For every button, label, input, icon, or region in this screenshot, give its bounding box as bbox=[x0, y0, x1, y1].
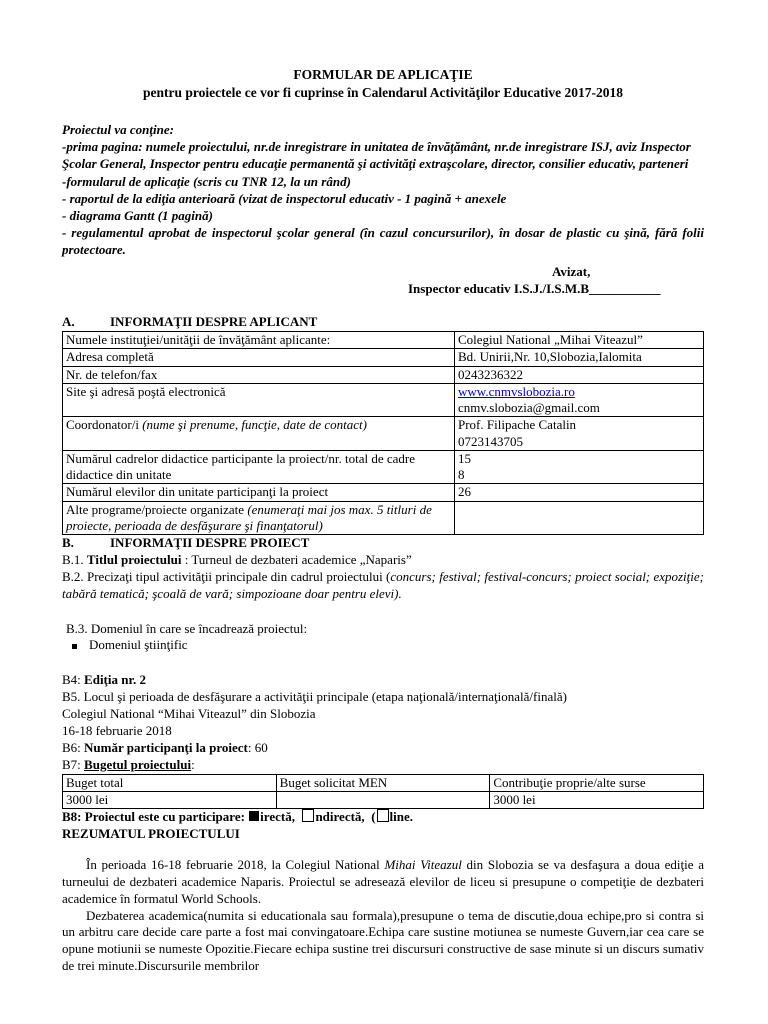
b6-value: : 60 bbox=[247, 739, 268, 755]
teachers-total: 8 bbox=[458, 467, 465, 483]
table-label: Site şi adresă poştă electronică bbox=[63, 383, 455, 417]
section-number: A. bbox=[62, 314, 75, 330]
intro-block bbox=[62, 121, 704, 258]
table-label: Adresa completă bbox=[63, 349, 455, 366]
table-value bbox=[455, 501, 704, 535]
direct-label: irectă, bbox=[260, 809, 295, 825]
table-value bbox=[455, 450, 704, 484]
online-checkbox[interactable] bbox=[377, 809, 389, 822]
section-title: INFORMAŢII DESPRE APLICANT bbox=[110, 314, 318, 330]
b7-label: Bugetul proiectului bbox=[84, 756, 192, 772]
intro-line: -formularul de aplicaţie (scris cu TNR 12, la un rând) bbox=[62, 173, 351, 189]
b4-prefix: B4: bbox=[62, 672, 81, 688]
b2-text: B.2. Precizaţi tipul activităţii principale din cadrul proiectului ( bbox=[62, 568, 391, 584]
indirect-label: ndirectă, bbox=[315, 809, 365, 825]
table-value bbox=[455, 383, 704, 417]
b8-label: B8: Proiectul este cu participare: bbox=[62, 809, 245, 825]
b7-line bbox=[62, 757, 704, 774]
budget-value bbox=[276, 791, 490, 808]
b5-place: Colegiul National “Mihai Viteazul” din Slobozia bbox=[62, 706, 316, 722]
coordinator-phone: 0723143705 bbox=[458, 433, 523, 449]
table-label bbox=[63, 501, 455, 535]
table-value: 0243236322 bbox=[455, 366, 704, 383]
form-title: FORMULAR DE APLICAŢIE bbox=[293, 67, 473, 82]
section-b-heading bbox=[62, 535, 704, 552]
b3-line: B.3. Domeniul în care se încadrează proiectul: bbox=[66, 620, 308, 636]
summary-paragraph: Dezbaterea academica(numita si educationala sau formala),presupune o tema de discutie,doua echipe,pro si contra si un arbitru care decide care parte a fost mai convingatoare.Echipa care sustine motiunea se numeste Guvern,iar cea care se opune motiunii se numeste Opozitie.Fiecare echipa sustine trei discursuri constructive de sase minute si un discurs sumativ de trei minute.Discursurile membrilor bbox=[62, 907, 704, 973]
budget-value: 3000 lei bbox=[490, 791, 704, 808]
table-row bbox=[63, 501, 704, 535]
b3-bullet bbox=[62, 637, 704, 654]
budget-header: Contribuţie proprie/alte surse bbox=[490, 774, 704, 791]
b8-line: B8: Proiectul este cu participare: irectă, ndirectă, ( line. bbox=[62, 809, 414, 825]
approval-label: Avizat, bbox=[552, 264, 591, 280]
table-value bbox=[455, 417, 704, 451]
teachers-participating: 15 bbox=[458, 450, 471, 466]
section-number: B. bbox=[62, 535, 74, 551]
document-page bbox=[62, 66, 704, 974]
b7-prefix: B7: bbox=[62, 756, 81, 772]
table-row bbox=[63, 774, 704, 791]
table-row bbox=[63, 450, 704, 484]
b2-line bbox=[62, 569, 704, 603]
b6-line bbox=[62, 740, 704, 757]
b2-options: concurs; festival; festival-concurs; proiect social; expoziţie; tabără tematică; şcoală de vară; simpozioane doar pentru elevi). bbox=[62, 568, 704, 601]
table-label: Numele instituţiei/unităţii de învăţământ aplicante: bbox=[63, 332, 455, 349]
coordinator-name: Prof. Filipache Catalin bbox=[458, 417, 577, 433]
label-hint: (nume şi prenume, funcţie, date de contact) bbox=[142, 417, 367, 433]
intro-line: - regulamentul aprobat de inspectorul şcolar general (în cazul concursurilor), în dosar de plastic cu şină, fără folii protectoare. bbox=[62, 225, 704, 258]
summary-paragraph bbox=[62, 857, 704, 908]
b4-line bbox=[62, 672, 704, 689]
table-value: 26 bbox=[455, 484, 704, 501]
section-title: INFORMAŢII DESPRE PROIECT bbox=[110, 535, 310, 551]
budget-header: Buget solicitat MEN bbox=[276, 774, 490, 791]
table-label: Numărul elevilor din unitate participanţi la proiect bbox=[63, 484, 455, 501]
applicant-table bbox=[62, 331, 704, 535]
intro-line: -prima pagina: numele proiectului, nr.de inregistrare in unitatea de învăţământ, nr.de inregistrare ISJ, aviz Inspector Şcolar General, Inspector pentru educaţie permanentă şi activităţi extraşcolare, director, consilier educativ, parteneri bbox=[62, 139, 691, 172]
email-value: cnmv.slobozia@gmail.com bbox=[458, 400, 600, 416]
table-row bbox=[63, 383, 704, 417]
table-row bbox=[63, 332, 704, 349]
budget-table bbox=[62, 774, 704, 810]
label-hint: (enumeraţi mai jos max. 5 titluri de proiecte, perioada de desfăşurare şi finanţatorul) bbox=[66, 501, 432, 533]
online-label: line. bbox=[389, 809, 414, 825]
table-label: Numărul cadrelor didactice participante la proiect/nr. total de cadre didactice din unitate bbox=[63, 450, 455, 484]
summary-title: REZUMATUL PROIECTULUI bbox=[62, 826, 240, 842]
domain-value: Domeniul ştiinţific bbox=[89, 637, 188, 653]
table-row bbox=[63, 791, 704, 808]
table-row bbox=[63, 417, 704, 451]
b5-line: B5. Locul şi perioada de desfăşurare a activităţii principale (etapa naţională/internaţională/finală) bbox=[62, 689, 567, 705]
table-row bbox=[63, 366, 704, 383]
table-label bbox=[63, 417, 455, 451]
b1-value: : Turneul de dezbateri academice „Naparis” bbox=[184, 551, 412, 567]
table-value: Bd. Unirii,Nr. 10,Slobozia,Ialomita bbox=[455, 349, 704, 366]
summary-text: În perioada 16-18 februarie 2018, la Colegiul National bbox=[86, 856, 385, 872]
budget-header: Buget total bbox=[63, 774, 277, 791]
budget-value: 3000 lei bbox=[63, 791, 277, 808]
summary-school-name: Mihai Viteazul bbox=[384, 856, 462, 872]
website-link[interactable]: www.cnmvslobozia.ro bbox=[458, 383, 575, 399]
table-row bbox=[63, 349, 704, 366]
label-text: Alte programe/proiecte organizate bbox=[66, 501, 245, 517]
direct-checkbox[interactable] bbox=[249, 811, 259, 821]
b6-label: Număr participanţi la proiect bbox=[84, 739, 248, 755]
intro-line: - raportul de la ediţia anterioară (vizat de inspectorul educativ - 1 pagină + anexele bbox=[62, 190, 507, 206]
summary-text: din Slobozia se va desfaşura a doua ediţie a turneului de dezbateri academice Naparis. Proiectul se adresează elevilor de liceu si presupune o competiţie de dezbateri academice în formatul World Schools. bbox=[62, 856, 704, 906]
inspector-signature-line: Inspector educativ I.S.J./I.S.M.B___________ bbox=[408, 281, 661, 297]
b5-date: 16-18 februarie 2018 bbox=[62, 723, 172, 739]
b6-prefix: B6: bbox=[62, 739, 81, 755]
b1-line bbox=[62, 552, 704, 569]
b1-label: Titlul proiectului bbox=[86, 551, 182, 567]
b7-suffix: : bbox=[191, 756, 195, 772]
b4-value: Ediţia nr. 2 bbox=[84, 672, 147, 688]
bullet-icon bbox=[72, 644, 77, 649]
indirect-checkbox[interactable] bbox=[302, 809, 314, 822]
section-a-heading bbox=[62, 314, 704, 331]
table-value: Colegiul National „Mihai Viteazul” bbox=[455, 332, 704, 349]
intro-line: - diagrama Gantt (1 pagină) bbox=[62, 207, 213, 223]
table-label: Nr. de telefon/fax bbox=[63, 366, 455, 383]
label-text: Coordonator/i bbox=[66, 417, 139, 433]
form-subtitle: pentru proiectele ce vor fi cuprinse în Calendarul Activităţilor Educative 2017-2018 bbox=[143, 84, 623, 100]
b1-prefix: B.1. bbox=[62, 551, 84, 567]
intro-heading: Proiectul va conţine: bbox=[62, 122, 174, 138]
table-row bbox=[63, 484, 704, 501]
approval-block bbox=[62, 264, 704, 298]
